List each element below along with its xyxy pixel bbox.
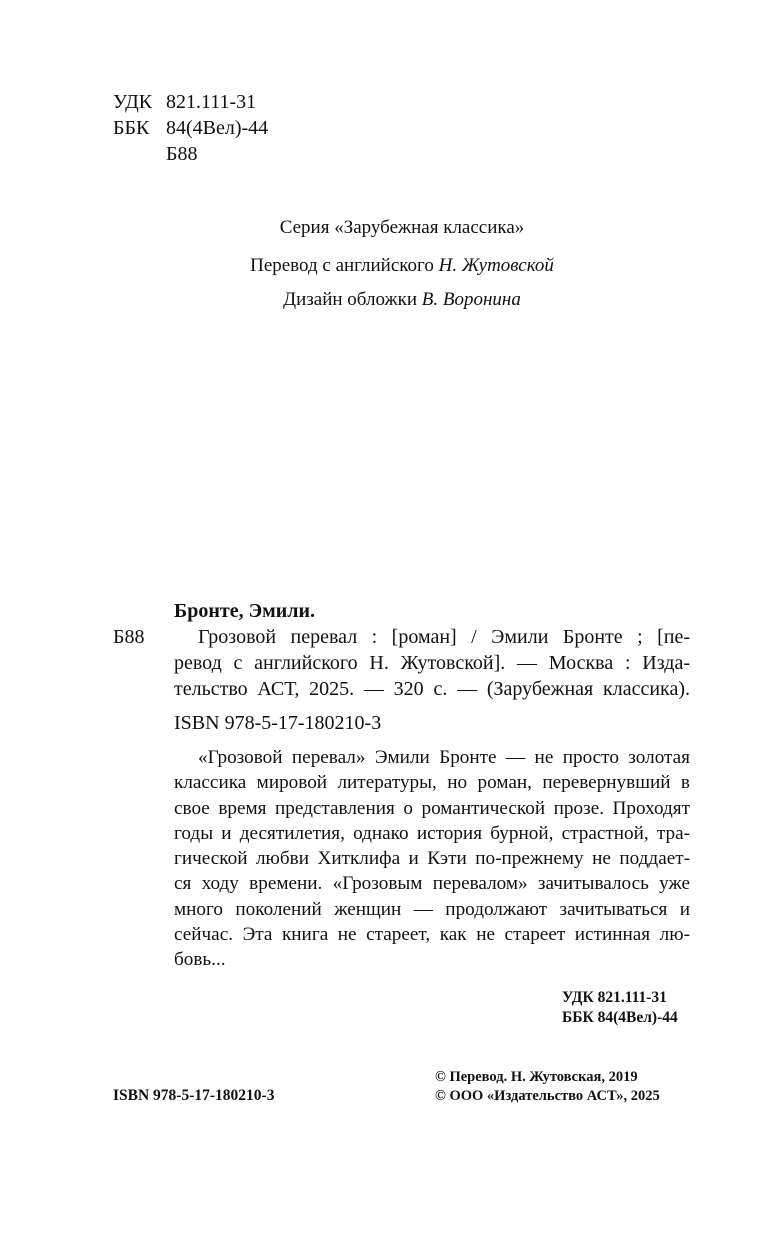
description-line-3: тельство АСТ, 2025. — 320 с. — (Зарубежная классика). — [174, 678, 690, 700]
copyright-publisher: © ООО «Издательство АСТ», 2025 — [435, 1088, 660, 1104]
annotation-line: годы и десятилетия, однако история бурной, страстной, тра- — [174, 822, 690, 844]
annotation-line: классика мировой литературы, но роман, перевернувший в — [174, 772, 690, 794]
translation-line — [0, 255, 768, 277]
design-line — [0, 289, 768, 311]
annotation-line: ся ходу времени. «Грозовым перевалом» зачитывалось уже — [174, 873, 690, 895]
footer-bbk: ББК 84(4Вел)-44 — [562, 1009, 678, 1026]
annotation-line: бовь... — [174, 949, 226, 971]
translation-prefix: Перевод с английского — [250, 255, 434, 276]
design-prefix: Дизайн обложки — [283, 289, 418, 310]
annotation-line: свое время представления о романтической прозе. Проходят — [174, 797, 690, 819]
description-line-1: Грозовой перевал : [роман] / Эмили Бронте ; [пе- — [198, 626, 690, 648]
annotation-line: сейчас. Эта книга не стареет, как не стареет истинная лю- — [174, 924, 690, 946]
author-mark-top: Б88 — [166, 143, 198, 165]
footer-udk: УДК 821.111-31 — [562, 989, 667, 1006]
annotation — [174, 745, 690, 973]
copyright-translation: © Перевод. Н. Жутовская, 2019 — [435, 1069, 638, 1085]
imprint-isbn: ISBN 978-5-17-180210-3 — [113, 1087, 275, 1104]
bbk-label: ББК — [113, 117, 150, 139]
author-mark: Б88 — [113, 626, 145, 648]
udk-label: УДК — [113, 91, 153, 113]
annotation-line: много поколений женщин — продолжают зачитываться и — [174, 898, 690, 920]
isbn-record: ISBN 978-5-17-180210-3 — [174, 712, 382, 734]
designer-name: В. Воронина — [421, 289, 521, 310]
description-line-2: ревод с английского Н. Жутовской]. — Москва : Изда- — [174, 652, 690, 674]
udk-value: 821.111-31 — [166, 91, 257, 113]
bbk-value: 84(4Вел)-44 — [166, 117, 269, 139]
translator-name: Н. Жутовской — [438, 255, 554, 276]
annotation-line: «Грозовой перевал» Эмили Бронте — не просто золотая — [198, 747, 690, 768]
annotation-line: гической любви Хитклифа и Кэти по-прежнему не поддает- — [174, 848, 690, 870]
series-line: Серия «Зарубежная классика» — [279, 217, 525, 238]
author-heading: Бронте, Эмили. — [174, 600, 316, 622]
